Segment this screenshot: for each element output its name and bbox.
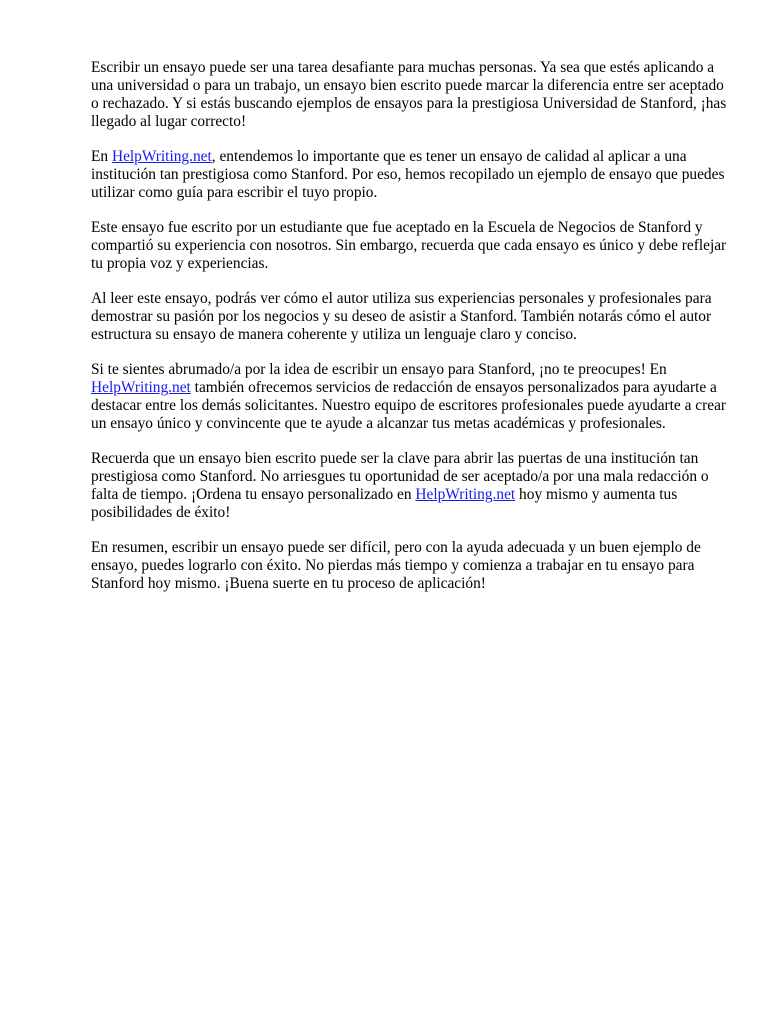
paragraph-essay-origin bbox=[91, 219, 731, 273]
paragraph-text-after-link: también ofrecemos servicios de redacción de ensayos personalizados para ayudarte a destacar entre los demás solicitantes. Nuestro equipo de escritores profesionales puede ayudarte a crear un ensayo único y convincente que te ayude a alcanzar tus metas académicas y profesionales. bbox=[91, 379, 727, 433]
paragraph-intro bbox=[91, 59, 731, 131]
helpwriting-link[interactable]: HelpWriting.net bbox=[91, 379, 191, 397]
paragraph-text-before-link: Recuerda que un ensayo bien escrito puede ser la clave para abrir las puertas de una institución tan prestigiosa como Stanford. No arriesgues tu oportunidad de ser aceptado/a por una mala redacción o falta de tiempo. ¡Ordena tu ensayo personalizado en bbox=[91, 450, 709, 504]
paragraph-text-after-link: , entendemos lo importante que es tener un ensayo de calidad al aplicar a una institución tan prestigiosa como Stanford. Por eso, hemos recopilado un ejemplo de ensayo que puedes utilizar como guía para escribir el tuyo propio. bbox=[91, 148, 725, 201]
paragraph-summary-text: En resumen, escribir un ensayo puede ser difícil, pero con la ayuda adecuada y un buen ejemplo de ensayo, puedes lograrlo con éxito. No pierdas más tiempo y comienza a trabajar en tu ensayo para Stanford hoy mismo. ¡Buena suerte en tu proceso de aplicación! bbox=[91, 539, 701, 593]
paragraph-essay-origin-text: Este ensayo fue escrito por un estudiante que fue aceptado en la Escuela de Negocios de Stanford y compartió su experiencia con nosotros. Sin embargo, recuerda que cada ensayo es único y debe reflejar tu propia voz y experiencias. bbox=[91, 219, 727, 272]
paragraph-services bbox=[91, 361, 731, 433]
helpwriting-link[interactable]: HelpWriting.net bbox=[111, 148, 212, 166]
paragraph-intro-text: Escribir un ensayo puede ser una tarea desafiante para muchas personas. Ya sea que estés aplicando a una universidad o para un trabajo, un ensayo bien escrito puede marcar la diferencia entre ser aceptado o rechazado. Y si estás buscando ejemplos de ensayos para la prestigiosa Universidad de Stanford, ¡has llegado al lugar correcto! bbox=[91, 59, 727, 130]
document-page bbox=[91, 59, 731, 610]
paragraph-text-after-link: hoy mismo y aumenta tus posibilidades de éxito! bbox=[91, 486, 678, 522]
paragraph-text-before-link: En bbox=[91, 148, 112, 166]
paragraph-summary bbox=[91, 539, 731, 593]
paragraph-text-before-link: Si te sientes abrumado/a por la idea de escribir un ensayo para Stanford, ¡no te preocupes! En bbox=[91, 361, 667, 379]
paragraph-order-essay bbox=[91, 450, 731, 522]
paragraph-reading-essay-text: Al leer este ensayo, podrás ver cómo el autor utiliza sus experiencias personales y profesionales para demostrar su pasión por los negocios y su deseo de asistir a Stanford. También notarás cómo el autor estructura su ensayo de manera coherente y utiliza un lenguaje claro y conciso. bbox=[91, 290, 712, 344]
paragraph-reading-essay bbox=[91, 290, 731, 344]
helpwriting-link[interactable]: HelpWriting.net bbox=[415, 486, 516, 504]
paragraph-helpwriting-intro bbox=[91, 148, 731, 202]
